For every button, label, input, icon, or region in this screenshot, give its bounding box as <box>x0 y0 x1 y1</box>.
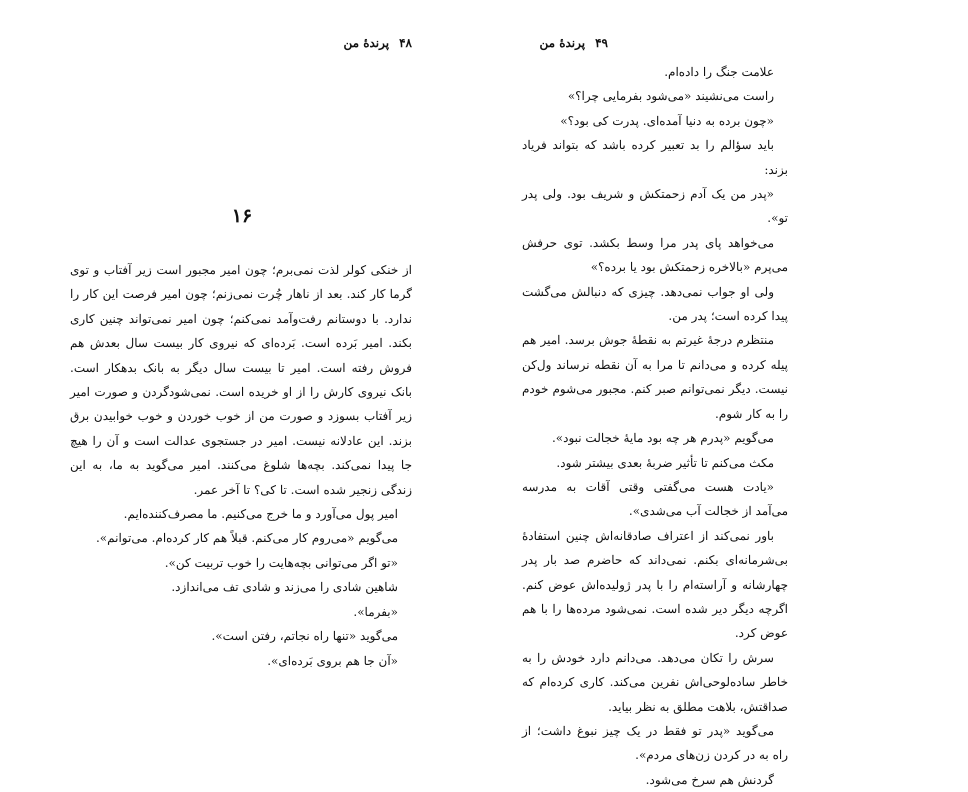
paragraph: می‌گوید «پدر تو فقط در یک چیز نبوغ داشت؛ از راه به در کردن زن‌های مردم». <box>522 723 788 763</box>
paragraph: منتظرم درجهٔ غیرتم به نقطهٔ جوش برسد. امیر هم پیله کرده و می‌دانم تا مرا به آن نقطه نرساند ول‌کن نیست. دیگر نمی‌توانم صبر کنم. مجبور می‌شوم خودم را به کار شوم. <box>522 333 788 421</box>
right-running-head <box>539 36 608 50</box>
paragraph: امیر پول می‌آورد و ما خرج می‌کنیم. ما مصرف‌کننده‌ایم. <box>123 507 398 522</box>
paragraph: گردنش هم سرخ می‌شود. <box>645 772 774 787</box>
paragraph: «تو اگر می‌توانی بچه‌هایت را خوب تربیت کن». <box>164 555 398 570</box>
paragraph: «پدر من یک آدم زحمتکش و شریف بود. ولی پدر تو». <box>522 187 788 226</box>
right-page-number: ۴۹ <box>595 36 608 50</box>
paragraph: علامت جنگ را داده‌ام. <box>664 65 774 79</box>
right-page-text <box>522 60 788 792</box>
paragraph: «بفرما». <box>353 604 398 619</box>
left-page-number: ۴۸ <box>399 36 412 50</box>
paragraph: راست می‌نشیند «می‌شود بفرمایی چرا؟» <box>567 89 774 104</box>
left-running-head <box>343 36 412 50</box>
paragraph: می‌خواهد پای پدر مرا وسط بکشد. توی حرفش می‌پرم «بالاخره زحمتکش بود یا برده؟» <box>522 235 788 275</box>
paragraph: «چون برده به دنیا آمده‌ای. پدرت کی بود؟» <box>560 113 774 128</box>
paragraph: باید سؤالم را بد تعبیر کرده باشد که بتواند فریاد بزند: <box>522 138 788 177</box>
paragraph: از خنکی کولر لذت نمی‌برم؛ چون امیر مجبور است زیر آفتاب و توی گرما کار کند. بعد از ناهار چُرت نمی‌زنم؛ چون امیر فرصت این کار را ندارد. با دوستانم رفت‌وآمد نمی‌کنم؛ چون امیر نمی‌تواند چنین کاری بکند. امیر بَرده است. بَرده‌ای که نیروی کار بیست سال بعدش هم فروش رفته است. امیر تا بیست سال دیگر به بانک بدهکار است. بانک نیروی کارش را از او خریده است. نمی‌شودگردن و صورت امیر زیر آفتاب بسوزد و صورت من از خوب خوردن و خوب خوابیدن برق بزند. این عادلانه نیست. امیر در جستجوی عدالت است و آن را هیچ جا پیدا نمی‌کند. بچه‌ها شلوغ می‌کنند. امیر می‌گوید به ما، به این زندگی زنجیر شده است. تا کی؟ تا آخر عمر. <box>70 263 412 497</box>
paragraph: ولی او جواب نمی‌دهد. چیزی که دنبالش می‌گشت پیدا کرده است؛ پدر من. <box>522 284 788 324</box>
chapter-number: ۱۶ <box>231 205 253 227</box>
paragraph: «آن جا هم بروی بَرده‌ای». <box>267 653 398 668</box>
right-running-title: پرندهٔ من <box>539 36 586 50</box>
left-page-text <box>70 258 412 673</box>
paragraph: می‌گویم «پدرم هر چه بود مایهٔ خجالت نبود». <box>551 431 774 446</box>
left-page <box>0 0 484 692</box>
paragraph: سرش را تکان می‌دهد. می‌دانم دارد خودش را به خاطر ساده‌لوحی‌اش نفرین می‌کند. کاری کرده‌ام که صداقتش، بلاهت مطلق به نظر بیاید. <box>522 650 788 714</box>
paragraph: مکث می‌کنم تا تأثیر ضربهٔ بعدی بیشتر شود. <box>556 455 774 470</box>
left-running-title: پرندهٔ من <box>343 36 390 50</box>
paragraph: باور نمی‌کند از اعتراف صادقانه‌اش چنین استفادهٔ بی‌شرمانه‌ای بکنم. نمی‌داند که حاضرم صد بار پدر چهارشانه و آراسته‌ام را با پدر ژولیده‌اش عوض کنم. اگرچه دیگر دیر شده است. نمی‌شود مرده‌ها را با هم عوض کرد. <box>522 528 788 641</box>
right-page <box>484 0 968 787</box>
paragraph: می‌گویم «می‌روم کار می‌کنم. قبلاً هم کار کرده‌ام. می‌توانم». <box>95 531 398 546</box>
paragraph: شاهین شادی را می‌زند و شادی تف می‌اندازد. <box>171 580 398 595</box>
paragraph: می‌گوید «تنها راه نجاتم، رفتن است». <box>211 629 398 644</box>
paragraph: «یادت هست می‌گفتی وقتی آقات به مدرسه می‌آمد از خجالت آب می‌شدی». <box>522 479 788 519</box>
